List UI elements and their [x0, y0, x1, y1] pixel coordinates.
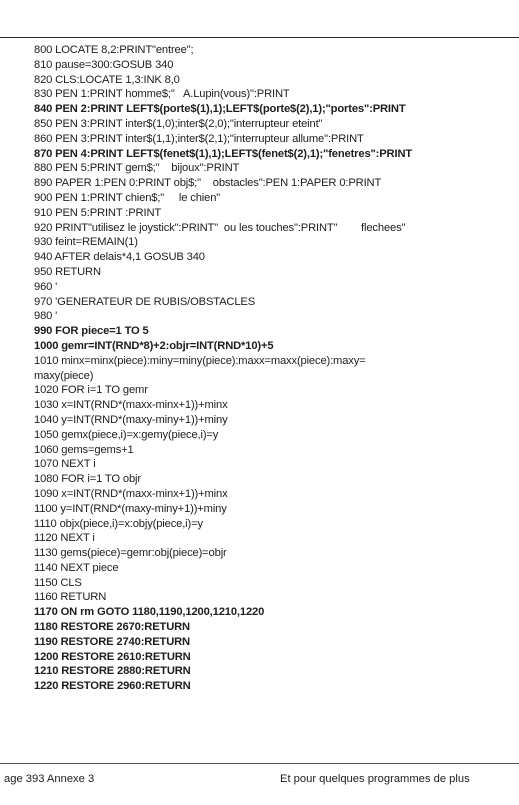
- code-line: 1020 FOR i=1 TO gemr: [34, 384, 148, 397]
- code-line: 1180 RESTORE 2670:RETURN: [34, 621, 190, 634]
- code-line: 1220 RESTORE 2960:RETURN: [34, 680, 191, 693]
- code-line: 970 'GENERATEUR DE RUBIS/OBSTACLES: [34, 295, 256, 308]
- code-line: 1010 minx=minx(piece):miny=miny(piece):maxx=maxx(piece):maxy=: [34, 354, 366, 367]
- code-line: 1210 RESTORE 2880:RETURN: [34, 665, 191, 678]
- code-line: 920 PRINT"utilisez le joystick":PRINT" ou les touches":PRINT" flechees": [34, 221, 406, 234]
- code-line: 1000 gemr=INT(RND*8)+2:objr=INT(RND*10)+5: [34, 339, 274, 352]
- basic-listing: [34, 43, 506, 694]
- code-line: 820 CLS:LOCATE 1,3:INK 8,0: [34, 73, 180, 86]
- code-line: 860 PEN 3:PRINT inter$(1,1);inter$(2,1);"interrupteur allume":PRINT: [34, 132, 364, 145]
- code-line: 900 PEN 1:PRINT chien$;" le chien": [34, 191, 221, 204]
- code-line: 1150 CLS: [34, 576, 82, 589]
- code-line: 1100 y=INT(RND*(maxy-miny+1))+miny: [34, 502, 227, 515]
- code-line: 810 pause=300:GOSUB 340: [34, 58, 174, 71]
- code-line: 830 PEN 1:PRINT homme$;" A.Lupin(vous)":PRINT: [34, 88, 290, 101]
- code-line: 850 PEN 3:PRINT inter$(1,0);inter$(2,0);"interrupteur eteint": [34, 117, 323, 130]
- code-line: 800 LOCATE 8,2:PRINT"entree";: [34, 44, 194, 56]
- code-line: 940 AFTER delais*4,1 GOSUB 340: [34, 251, 205, 264]
- page-footer-left: age 393 Annexe 3: [4, 773, 95, 785]
- code-line: 1120 NEXT i: [34, 532, 95, 545]
- code-line: maxy(piece): [34, 369, 94, 382]
- code-line: 1170 ON rm GOTO 1180,1190,1200,1210,1220: [34, 606, 265, 619]
- code-line: 1190 RESTORE 2740:RETURN: [34, 635, 190, 648]
- code-line: 960 ': [34, 280, 58, 293]
- code-line: 930 feint=REMAIN(1): [34, 236, 138, 249]
- code-line: 950 RETURN: [34, 265, 101, 278]
- code-line: 1160 RETURN: [34, 591, 107, 604]
- code-line: 1050 gemx(piece,i)=x:gemy(piece,i)=y: [34, 428, 219, 441]
- page-footer-right: Et pour quelques programmes de plus: [280, 773, 470, 785]
- code-line: 1110 objx(piece,i)=x:objy(piece,i)=y: [34, 517, 203, 530]
- code-line: 1070 NEXT i: [34, 458, 96, 471]
- code-line: 1030 x=INT(RND*(maxx-minx+1))+minx: [34, 399, 228, 412]
- bottom-rule: [0, 763, 519, 764]
- code-line: 990 FOR piece=1 TO 5: [34, 325, 149, 338]
- code-line: 910 PEN 5:PRINT :PRINT: [34, 206, 162, 219]
- code-line: 890 PAPER 1:PEN 0:PRINT obj$;" obstacles":PEN 1:PAPER 0:PRINT: [34, 177, 382, 190]
- code-line: 1200 RESTORE 2610:RETURN: [34, 650, 191, 663]
- code-line: 1080 FOR i=1 TO objr: [34, 473, 141, 486]
- code-line: 1040 y=INT(RND*(maxy-miny+1))+miny: [34, 413, 228, 426]
- code-line: 1090 x=INT(RND*(maxx-minx+1))+minx: [34, 487, 228, 500]
- code-line: 980 ': [34, 310, 58, 323]
- code-line: 840 PEN 2:PRINT LEFT$(porte$(1),1);LEFT$(porte$(2),1);"portes":PRINT: [34, 103, 406, 116]
- code-line: 880 PEN 5:PRINT gem$;" bijoux":PRINT: [34, 162, 240, 175]
- code-line: 1140 NEXT piece: [34, 561, 119, 574]
- top-rule: [0, 37, 519, 38]
- code-line: 870 PEN 4:PRINT LEFT$(fenet$(1),1);LEFT$(fenet$(2),1);"fenetres":PRINT: [34, 147, 413, 160]
- code-line: 1060 gems=gems+1: [34, 443, 134, 456]
- code-line: 1130 gems(piece)=gemr:obj(piece)=objr: [34, 547, 227, 560]
